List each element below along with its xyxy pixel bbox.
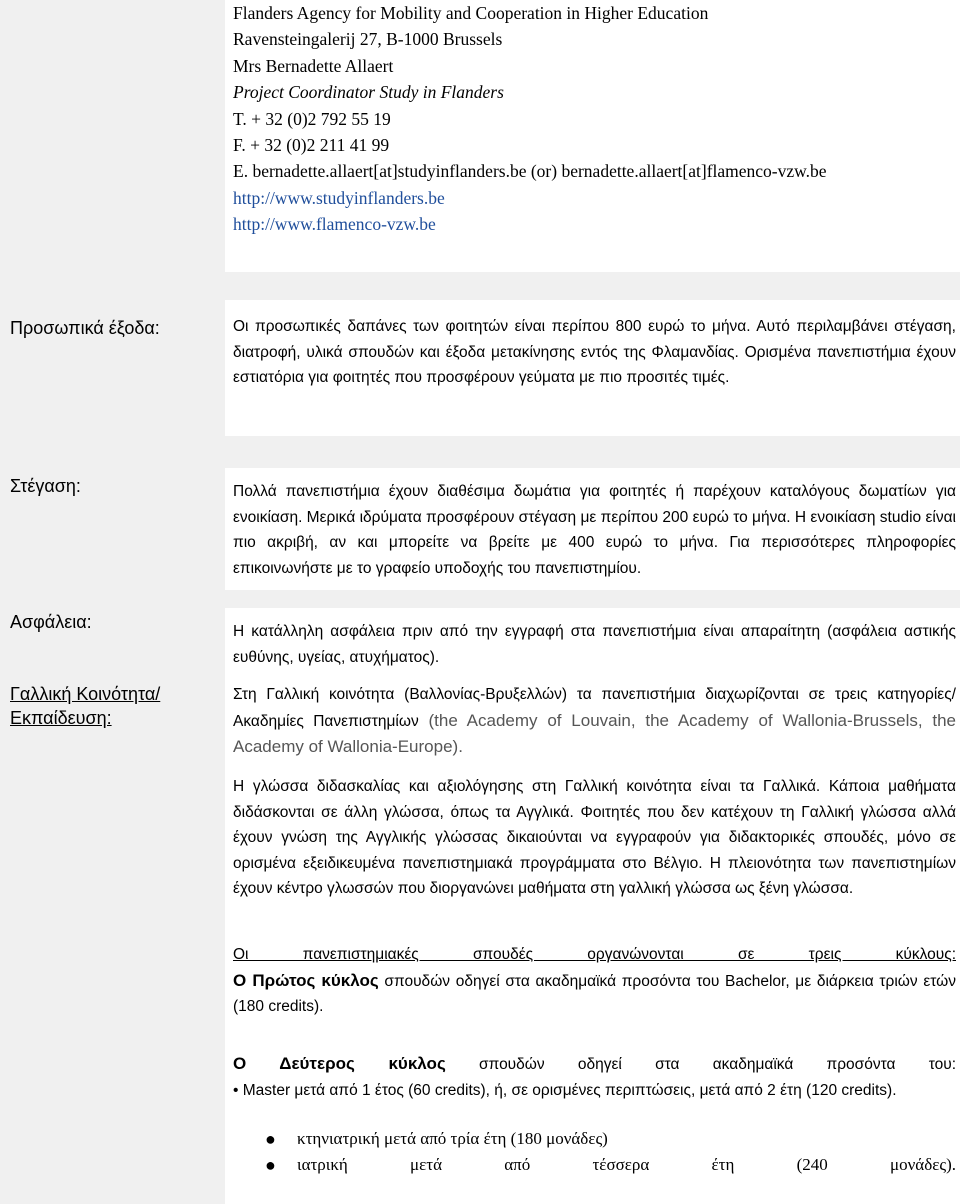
contact-fax: F. + 32 (0)2 211 41 99 xyxy=(233,135,390,156)
link-studyinflanders[interactable]: http://www.studyinflanders.be xyxy=(233,187,445,208)
text-second-cycle-label: Ο Δεύτερος κύκλος xyxy=(233,1054,446,1073)
text-personal-expenses: Οι προσωπικές δαπάνες των φοιτητών είναι περίπου 800 ευρώ το μήνα. Αυτό περιλαμβάνει στέγαση, διατροφή, υλικά σπουδών και έξοδα μετακίνησης εντός της Φλαμανδίας. Ορισμένα πανεπιστήμια έχουν εστιατόρια για φοιτητές που προσφέρουν γεύματα με πιο προσιτές τιμές. xyxy=(233,318,956,386)
text-first-cycle-label: Ο Πρώτος κύκλος xyxy=(233,970,379,990)
text-master-info: • Master μετά από 1 έτος (60 credits), ή, σε ορισμένες περιπτώσεις, μετά από 2 έτη (120 credits). xyxy=(233,1081,897,1099)
row-separator-shade xyxy=(225,272,960,300)
link-flamenco[interactable]: http://www.flamenco-vzw.be xyxy=(233,214,436,235)
contact-email: E. bernadette.allaert[at]studyinflanders.be (or) bernadette.allaert[at]flamenco-vzw.be xyxy=(233,161,827,182)
text-cycles-intro: Οι πανεπιστημιακές σπουδές οργανώνονται σε τρεις κύκλους: xyxy=(233,946,956,963)
row-separator-shade xyxy=(225,436,960,468)
left-column-shade xyxy=(0,0,225,1204)
text-housing: Πολλά πανεπιστήμια έχουν διαθέσιμα δωμάτια για φοιτητές ή παρέχουν καταλόγους δωματίων για ενοικίαση. Μερικά ιδρύματα προσφέρουν στέγαση με περίπου 200 ευρώ το μήνα. Η ενοικίαση studio είναι πιο ακριβή, αν και μπορείτε να βρείτε με 400 ευρώ το μήνα. Για περισσότερες πληροφορίες επικοινωνήστε με το γραφείο υποδοχής του πανεπιστημίου. xyxy=(233,483,956,577)
bullet-dot: ● xyxy=(265,1129,276,1149)
text-language-info: Η γλώσσα διδασκαλίας και αξιολόγησης στη Γαλλική κοινότητα είναι τα Γαλλικά. Κάποια μαθήματα διδάσκονται σε άλλη γλώσσα, όπως τα Αγγλικά. Φοιτητές που δεν κατέχουν τη Γαλλική γλώσσα αλλά έχουν γνώση της Αγγλικής γλώσσας δικαιούνται να εγγραφούν για διδακτορικές σπουδές, μόνο σε ορισμένα εξειδικευμένα πανεπιστημιακά προγράμματα στο Βέλγιο. Η πλειονότητα των πανεπιστημίων έχουν κέντρο γλωσσών που διοργανώνει μαθήματα στη γαλλική γλώσσα ως ξένη γλώσσα. xyxy=(233,778,956,897)
label-insurance: Ασφάλεια: xyxy=(10,612,92,632)
contact-person: Mrs Bernadette Allaert xyxy=(233,55,394,76)
contact-block xyxy=(233,0,827,238)
text-french-academies-english: (the Academy of Louvain, the Academy of Wallonia-Brussels, the Academy of Wallonia-Europe). xyxy=(233,710,956,756)
contact-phone: T. + 32 (0)2 792 55 19 xyxy=(233,108,391,129)
text-french-academies xyxy=(233,682,956,761)
bullet-veterinary: κτηνιατρική μετά από τρία έτη (180 μονάδες) xyxy=(297,1129,608,1148)
label-french-line2: Εκπαίδευση: xyxy=(10,708,112,728)
text-first-cycle-desc: σπουδών οδηγεί στα ακαδημαϊκά προσόντα του Bachelor, με διάρκεια τριών ετών (180 credits). xyxy=(233,972,956,1015)
bullet-dot: ● xyxy=(265,1155,276,1175)
text-french-academies-greek: Στη Γαλλική κοινότητα (Βαλλονίας-Βρυξελλών) τα πανεπιστήμια διαχωρίζονται σε τρεις κατηγορίες/ Ακαδημίες Πανεπιστημίων xyxy=(233,686,956,730)
contact-address: Ravensteingalerij 27, B-1000 Brussels xyxy=(233,29,503,50)
text-second-cycle xyxy=(233,1051,956,1103)
bullet-medicine: ιατρική μετά από τέσσερα έτη (240 μονάδες). xyxy=(297,1155,956,1174)
text-insurance: Η κατάλληλη ασφάλεια πριν από την εγγραφή στα πανεπιστήμια είναι απαραίτητη (ασφάλεια αστικής ευθύνης, υγείας, ατυχήματος). xyxy=(233,623,956,666)
label-french-community xyxy=(10,682,160,730)
label-french-line1: Γαλλική Κοινότητα/ xyxy=(10,684,161,704)
label-housing: Στέγαση: xyxy=(10,476,81,496)
row-separator-shade xyxy=(225,590,960,608)
text-second-cycle-desc: σπουδών οδηγεί στα ακαδημαϊκά προσόντα του: xyxy=(445,1056,957,1073)
text-cycles xyxy=(233,942,956,1020)
contact-agency: Flanders Agency for Mobility and Cooperation in Higher Education xyxy=(233,3,709,23)
contact-role: Project Coordinator Study in Flanders xyxy=(233,82,504,103)
label-personal-expenses: Προσωπικά έξοδα: xyxy=(10,318,160,338)
